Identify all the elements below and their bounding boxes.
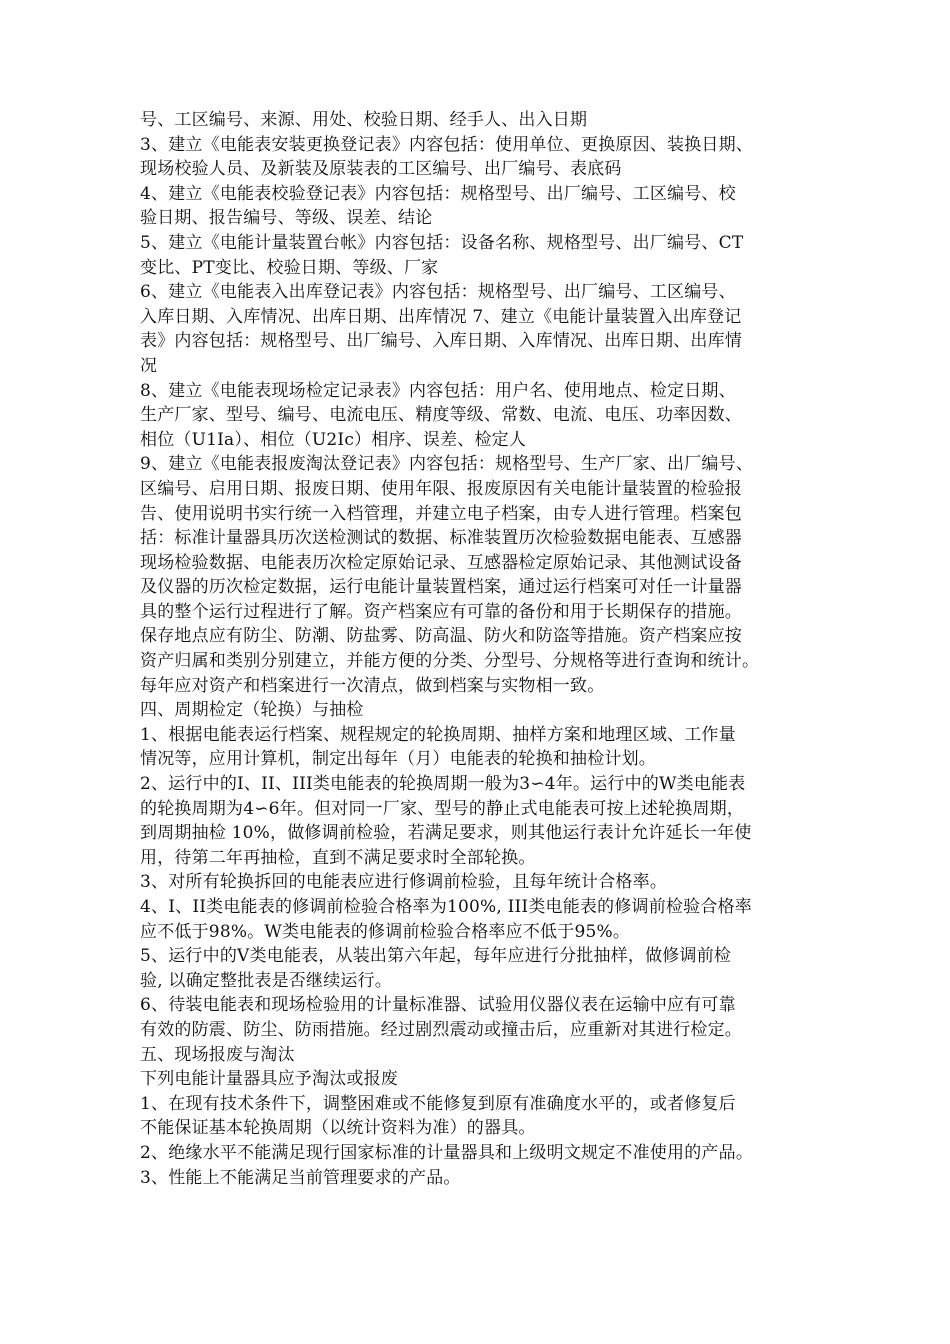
text-line: 4、I、II类电能表的修调前检验合格率为100%, III类电能表的修调前检验合格率 <box>140 897 752 917</box>
text-line: 表》内容包括：规格型号、出厂编号、入库日期、入库情况、出库日期、出库情 <box>140 331 742 352</box>
text-line: 有效的防震、防尘、防雨措施。经过剧烈震动或撞击后，应重新对其进行检定。 <box>140 1019 742 1040</box>
text-line: 验, 以确定整批表是否继续运行。 <box>140 970 393 991</box>
text-line: 现场校验人员、及新装及原装表的工区编号、出厂编号、表底码 <box>140 159 622 180</box>
text-line: 资产归属和类别分别建立，并能方便的分类、分型号、分规格等进行查询和统计。 <box>140 651 760 672</box>
text-line: 下列电能计量器具应予淘汰或报废 <box>140 1069 398 1090</box>
text-line: 具的整个运行过程进行了解。资产档案应有可靠的备份和用于长期保存的措施。 <box>140 601 742 622</box>
section-heading: 四、周期检定（轮换）与抽检 <box>140 700 364 721</box>
text-line: 1、在现有技术条件下，调整困难或不能修复到原有准确度水平的，或者修复后 <box>140 1093 736 1114</box>
section-heading: 五、现场报废与淘汰 <box>140 1044 295 1065</box>
text-line: 8、建立《电能表现场检定记录表》内容包括：用户名、使用地点、检定日期、 <box>140 380 736 401</box>
text-line: 生产厂家、型号、编号、电流电压、精度等级、常数、电流、电压、功率因数、 <box>140 405 742 426</box>
text-line: 3、对所有轮换拆回的电能表应进行修调前检验，且每年统计合格率。 <box>140 872 668 893</box>
text-line: 变比、PT变比、校验日期、等级、厂家 <box>140 257 439 278</box>
text-line: 保存地点应有防尘、防潮、防盐雾、防高温、防火和防盗等措施。资产档案应按 <box>140 626 742 647</box>
text-line: 1、根据电能表运行档案、规程规定的轮换周期、抽样方案和地理区域、工作量 <box>140 724 736 745</box>
text-line: 验日期、报告编号、等级、误差、结论 <box>140 208 433 229</box>
text-line: 号、工区编号、来源、用处、校验日期、经手人、出入日期 <box>140 110 588 130</box>
text-line: 6、待装电能表和现场检验用的计量标准器、试验用仪器仪表在运输中应有可靠 <box>140 995 736 1016</box>
text-line: 况 <box>140 355 158 376</box>
text-line: 6、建立《电能表入出库登记表》内容包括：规格型号、出厂编号、工区编号、 <box>140 282 736 303</box>
text-line: 情况等，应用计算机，制定出每年（月）电能表的轮换和抽检计划。 <box>140 749 656 770</box>
text-line: 应不低于98%。W类电能表的修调前检验合格率应不低于95%。 <box>140 921 631 942</box>
text-line: 用，待第二年再抽检，直到不满足要求时全部轮换。 <box>140 847 536 868</box>
text-line: 括：标准计量器具历次送检测试的数据、标准装置历次检验数据电能表、互感器 <box>140 528 742 549</box>
text-line: 入库日期、入库情况、出库日期、出库情况 7、建立《电能计量装置入出库登记 <box>140 306 742 327</box>
text-line: 3、性能上不能满足当前管理要求的产品。 <box>140 1167 461 1188</box>
text-line: 4、建立《电能表校验登记表》内容包括：规格型号、出厂编号、工区编号、校 <box>140 183 736 204</box>
text-line: 每年应对资产和档案进行一次清点，做到档案与实物相一致。 <box>140 675 605 696</box>
text-line: 9、建立《电能表报废淘汰登记表》内容包括：规格型号、生产厂家、出厂编号、 <box>140 454 754 475</box>
text-line: 不能保证基本轮换周期（以统计资料为准）的器具。 <box>140 1118 536 1139</box>
text-line: 相位（U1Ia）、相位（U2Ic）相序、误差、检定人 <box>140 429 527 450</box>
text-line: 5、建立《电能计量装置台帐》内容包括：设备名称、规格型号、出厂编号、CT <box>140 232 744 253</box>
text-line: 2、运行中的I、II、III类电能表的轮换周期一般为3∽4年。运行中的W类电能表 <box>140 774 746 795</box>
text-line: 及仪器的历次检定数据，运行电能计量装置档案，通过运行档案可对任一计量器 <box>140 577 742 598</box>
text-line: 的轮换周期为4∽6年。但对同一厂家、型号的静止式电能表可按上述轮换周期， <box>140 798 745 819</box>
text-line: 告、使用说明书实行统一入档管理，并建立电子档案，由专人进行管理。档案包 <box>140 503 742 524</box>
text-line: 区编号、启用日期、报废日期、使用年限、报废原因有关电能计量装置的检验报 <box>140 478 742 499</box>
text-line: 3、建立《电能表安装更换登记表》内容包括：使用单位、更换原因、装换日期、 <box>140 134 754 155</box>
document-body <box>140 108 830 1190</box>
text-line: 到周期抽检 10%，做修调前检验，若满足要求，则其他运行表计允许延长一年使 <box>140 823 752 844</box>
text-line: 现场检验数据、电能表历次检定原始记录、互感器检定原始记录、其他测试设备 <box>140 552 742 573</box>
text-line: 2、绝缘水平不能满足现行国家标准的计量器具和上级明文规定不准使用的产品。 <box>140 1142 754 1163</box>
text-line: 5、运行中的V类电能表，从装出第六年起，每年应进行分批抽样，做修调前检 <box>140 946 732 967</box>
